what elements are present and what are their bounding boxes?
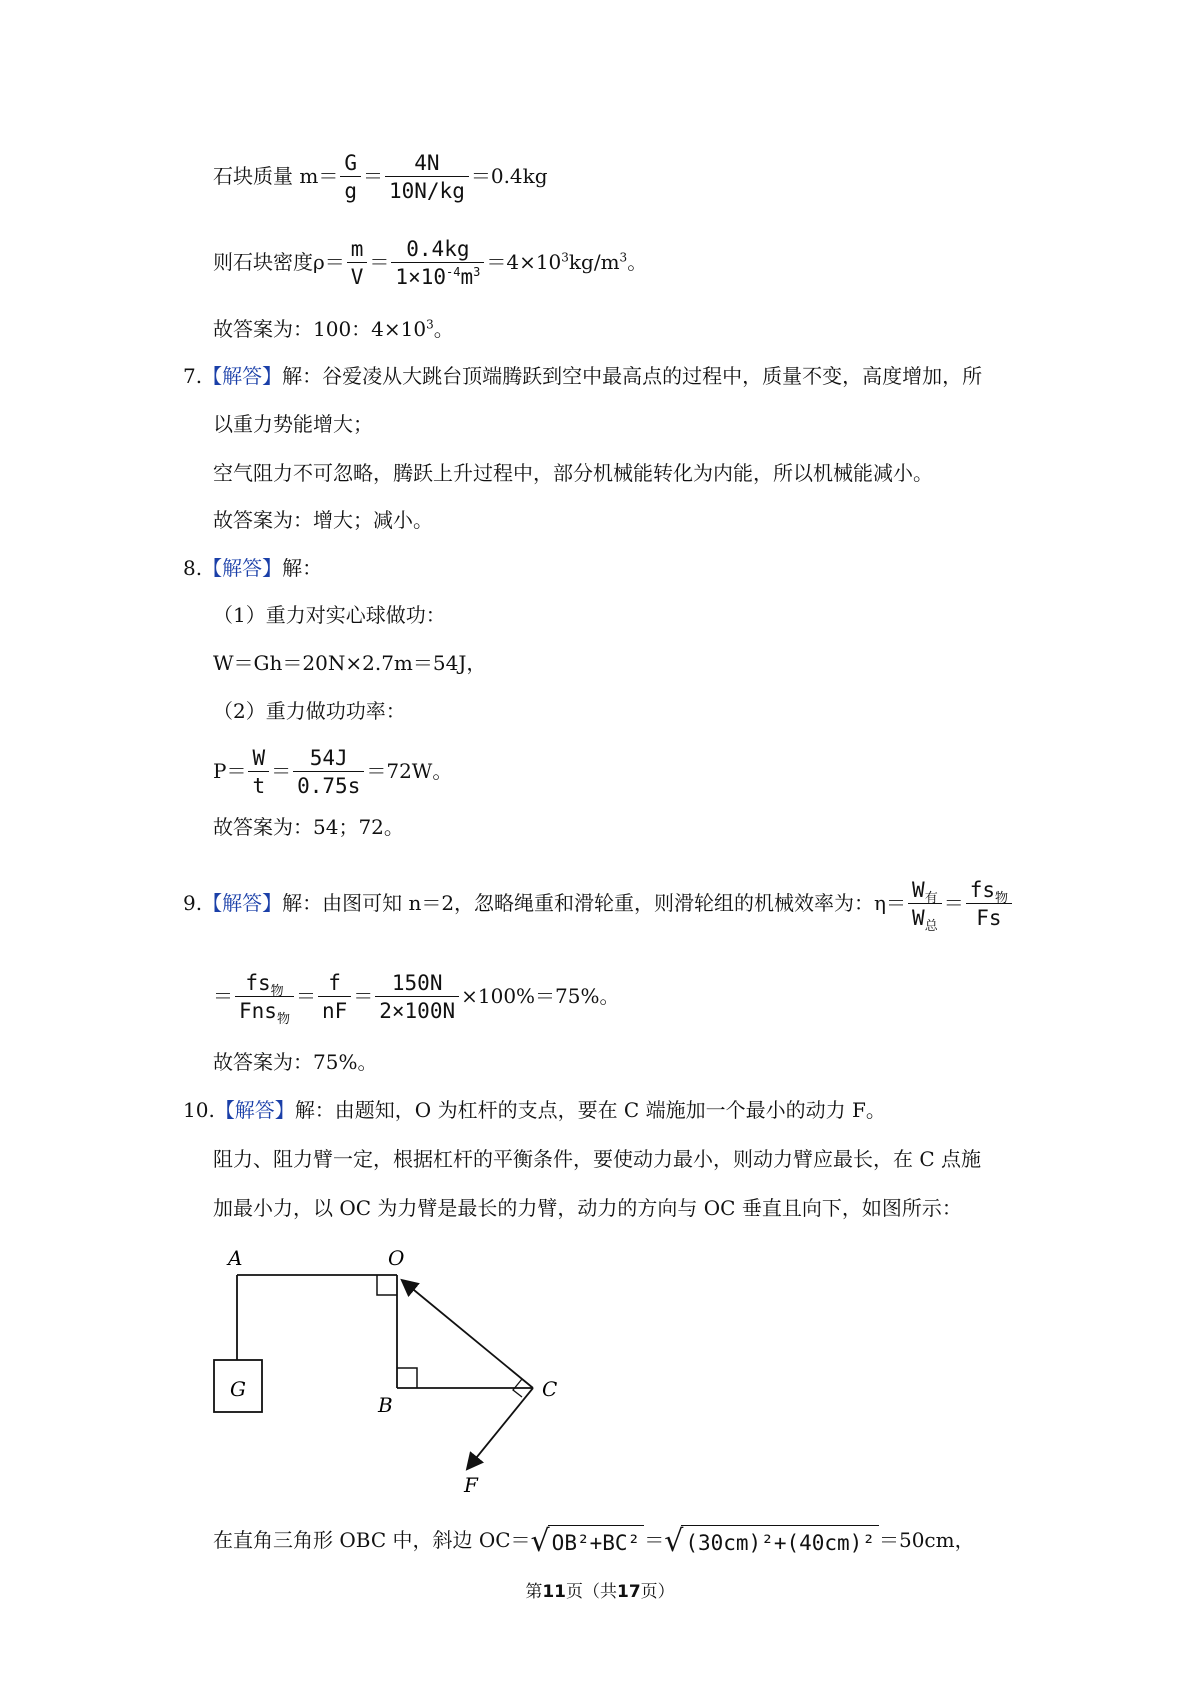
- fraction: [908, 877, 942, 935]
- text-span: 页（共: [566, 1582, 617, 1602]
- text-span: m: [460, 265, 474, 289]
- text-span: 解：由图可知 n＝2，忽略绳重和滑轮重，则滑轮组的机械效率为：η＝: [282, 891, 907, 915]
- q10-line-1: [183, 1095, 886, 1125]
- exponent: -4: [446, 265, 461, 279]
- equals-sign: ＝: [644, 1528, 665, 1552]
- text-span: 。: [433, 317, 454, 341]
- label-f: F: [464, 1473, 478, 1497]
- frac-numerator: [235, 970, 294, 1000]
- question-number: 7.: [183, 364, 203, 388]
- text-span: ＝4×10: [486, 250, 562, 274]
- q10-line-2: 阻力、阻力臂一定，根据杠杆的平衡条件，要使动力最小，则动力臂应最长，在 C 点施: [213, 1147, 982, 1171]
- subscript: 物: [270, 984, 284, 1000]
- text-span: 。: [627, 250, 648, 274]
- fraction: [391, 236, 484, 291]
- text-span: 页）: [640, 1582, 675, 1602]
- fraction: [293, 745, 364, 800]
- fraction: [248, 745, 269, 800]
- stone-mass-line: [213, 150, 548, 205]
- q10-line-3: 加最小力，以 OC 为力臂是最长的力臂，动力的方向与 OC 垂直且向下，如图所示：: [213, 1196, 962, 1220]
- sqrt-radicand: OB²+BC²: [548, 1525, 645, 1558]
- frac-denominator: [391, 263, 484, 291]
- question-number: 9.: [183, 891, 203, 915]
- answer-tag: 【解答】: [202, 891, 283, 915]
- text-span: 则石块密度ρ＝: [213, 250, 345, 274]
- text-span: ×100%＝75%。: [461, 984, 620, 1008]
- frac-denominator: 2×100N: [379, 999, 456, 1023]
- frac-denominator: g: [344, 179, 357, 203]
- frac-numerator: m: [347, 236, 368, 263]
- page-footer: [0, 1577, 1200, 1602]
- fraction: [385, 150, 469, 205]
- text-span: fs: [245, 971, 271, 995]
- right-angle-mark-o: [377, 1275, 397, 1295]
- equals-sign: ＝: [362, 164, 383, 188]
- q8-line-1: [183, 553, 322, 583]
- text-span: kg/m: [568, 250, 620, 274]
- subscript: 总: [924, 919, 938, 935]
- sqrt-expression: √OB²+BC²: [531, 1525, 645, 1558]
- frac-numerator: 150N: [375, 970, 459, 997]
- label-o: O: [388, 1246, 405, 1270]
- equals-sign: ＝: [295, 984, 316, 1008]
- text-span: ＝72W。: [366, 759, 453, 783]
- subscript: 物: [995, 891, 1009, 907]
- text-span: P＝: [213, 759, 247, 783]
- text-span: fs: [969, 878, 996, 902]
- text-span: 解：谷爱凌从大跳台顶端腾跃到空中最高点的过程中，质量不变，高度增加，所: [282, 364, 983, 388]
- fraction: [375, 970, 459, 1025]
- answer-tag: 【解答】: [202, 556, 283, 580]
- subscript: 有: [924, 891, 938, 907]
- sqrt-expression: √(30cm)²+(40cm)²: [664, 1525, 879, 1558]
- text-span: W: [912, 878, 925, 902]
- label-c: C: [542, 1377, 558, 1401]
- answer-line-6: [213, 314, 454, 344]
- text-span: W: [912, 906, 925, 930]
- frac-denominator: nF: [321, 999, 348, 1023]
- force-arm-oc: [403, 1281, 533, 1388]
- text-span: 解：: [282, 556, 323, 580]
- frac-numerator: 54J: [293, 745, 364, 772]
- frac-denominator: [235, 997, 294, 1028]
- q7-answer: 故答案为：增大；减小。: [213, 508, 433, 532]
- q9-answer: 故答案为：75%。: [213, 1050, 378, 1074]
- fraction: [340, 150, 361, 205]
- frac-denominator: 10N/kg: [388, 179, 465, 203]
- frac-denominator: t: [252, 774, 266, 798]
- exponent: 3: [473, 265, 481, 279]
- q8-answer: 故答案为：54；72。: [213, 815, 404, 839]
- frac-denominator: 0.75s: [297, 774, 361, 798]
- q7-line-3: 空气阻力不可忽略，腾跃上升过程中，部分机械能转化为内能，所以机械能减小。: [213, 461, 933, 485]
- frac-numerator: 0.4kg: [391, 236, 484, 263]
- text-span: 1×10: [395, 265, 446, 289]
- frac-denominator: V: [350, 265, 364, 289]
- text-span: ＝50cm，: [878, 1528, 975, 1552]
- equals-sign: ＝: [943, 891, 964, 915]
- frac-numerator: [908, 877, 942, 907]
- q7-line-2: 以重力势能增大；: [213, 412, 373, 436]
- subscript: 物: [276, 1012, 290, 1028]
- force-f-arrow: [468, 1388, 533, 1468]
- q9-line-1: [183, 877, 1014, 935]
- text-span: 解：由题知，O 为杠杆的支点，要在 C 端施加一个最小的动力 F。: [294, 1098, 886, 1122]
- text-span: 在直角三角形 OBC 中，斜边 OC＝: [213, 1528, 531, 1552]
- lever-diagram: [200, 1240, 580, 1500]
- text-span: 故答案为：100：4×10: [213, 317, 427, 341]
- fraction: [347, 236, 368, 291]
- frac-numerator: [966, 877, 1012, 907]
- label-a: A: [228, 1246, 243, 1270]
- answer-tag: 【解答】: [214, 1098, 295, 1122]
- q10-line-4: [213, 1525, 975, 1558]
- frac-denominator: [908, 904, 942, 935]
- equals-sign: ＝: [271, 759, 292, 783]
- q8-power-line: [213, 745, 452, 800]
- page-number: 11: [542, 1582, 566, 1602]
- text-span: 石块质量 m＝: [213, 164, 339, 188]
- equals-sign: ＝: [213, 984, 233, 1008]
- question-number: 10.: [183, 1098, 215, 1122]
- answer-tag: 【解答】: [202, 364, 283, 388]
- q8-line-4: （2）重力做功功率：: [213, 699, 406, 723]
- right-angle-mark-b: [397, 1368, 417, 1388]
- frac-numerator: G: [340, 150, 361, 177]
- frac-denominator: Fs: [976, 906, 1002, 930]
- label-g: G: [230, 1377, 246, 1401]
- equals-sign: ＝: [369, 250, 390, 274]
- text-span: Fns: [239, 999, 277, 1023]
- exponent: 3: [619, 250, 628, 265]
- text-span: 第: [525, 1582, 543, 1602]
- frac-numerator: f: [318, 970, 351, 997]
- q7-line-1: [183, 361, 982, 391]
- stone-density-line: [213, 236, 647, 291]
- q8-line-2: （1）重力对实心球做功：: [213, 603, 446, 627]
- frac-numerator: W: [248, 745, 269, 772]
- q9-line-2: [213, 970, 620, 1028]
- question-number: 8.: [183, 556, 203, 580]
- q8-line-3: W＝Gh＝20N×2.7m＝54J，: [213, 651, 487, 675]
- fraction: [318, 970, 351, 1025]
- text-span: ＝0.4kg: [470, 164, 548, 188]
- equals-sign: ＝: [353, 984, 374, 1008]
- label-b: B: [378, 1393, 393, 1417]
- fraction: [966, 877, 1012, 932]
- sqrt-radicand: (30cm)²+(40cm)²: [681, 1525, 879, 1558]
- page-total: 17: [617, 1582, 641, 1602]
- exponent: 3: [561, 250, 569, 265]
- fraction: [235, 970, 294, 1028]
- frac-numerator: 4N: [385, 150, 469, 177]
- exponent: 3: [426, 317, 434, 332]
